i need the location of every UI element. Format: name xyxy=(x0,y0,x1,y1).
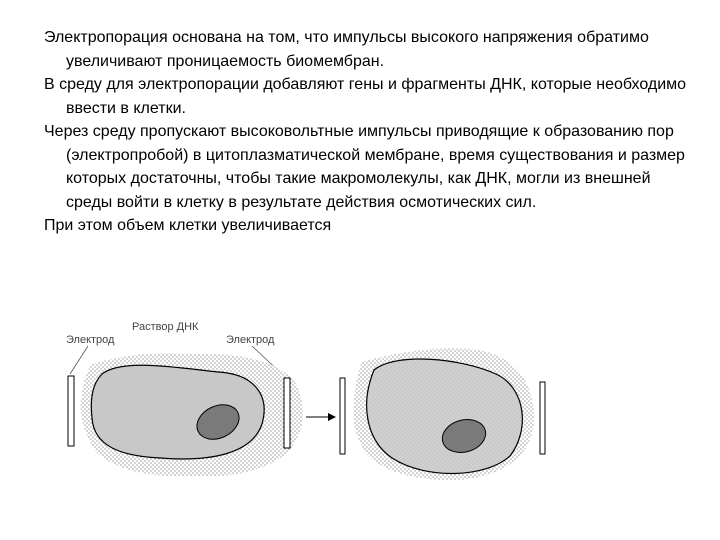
leader-line-left xyxy=(70,346,88,374)
text-block xyxy=(44,26,694,238)
cell-after xyxy=(367,359,523,474)
transition-arrow-head xyxy=(328,413,336,421)
label-dna-solution: Раствор ДНК xyxy=(132,321,199,333)
electrode-right xyxy=(284,378,290,448)
paragraph-1 xyxy=(44,26,694,73)
paragraph-4 xyxy=(44,214,694,238)
label-left-electrode: Электрод xyxy=(66,334,115,346)
paragraph-2-text: В среду для электропорации добавляют гены и фрагменты ДНК, которые необходимо ввести в клетки. xyxy=(44,76,687,117)
electroporation-diagram xyxy=(40,312,720,482)
label-right-electrode: Электрод xyxy=(226,334,275,346)
electrode-left xyxy=(68,376,74,446)
term-electroporation: Электропорация xyxy=(44,29,168,46)
electrode-after-right xyxy=(540,382,545,454)
paragraph-3 xyxy=(44,120,694,214)
paragraph-4-text: При этом объем клетки увеличивается xyxy=(44,217,332,234)
paragraph-1-text: основана на том, что импульсы высокого напряжения обратимо увеличивают проницаемость биомембран. xyxy=(66,29,649,70)
paragraph-2 xyxy=(44,73,694,120)
electrode-after-left xyxy=(340,378,345,454)
paragraph-3-text: Через среду пропускают высоковольтные импульсы приводящие к образованию пор (электропробой) в цитоплазматической мембране, время существования и размер которых достаточны, чтобы такие макромолекулы, как ДНК, могли из внешней среды войти в клетку в результате действия осмотических сил. xyxy=(44,123,685,211)
